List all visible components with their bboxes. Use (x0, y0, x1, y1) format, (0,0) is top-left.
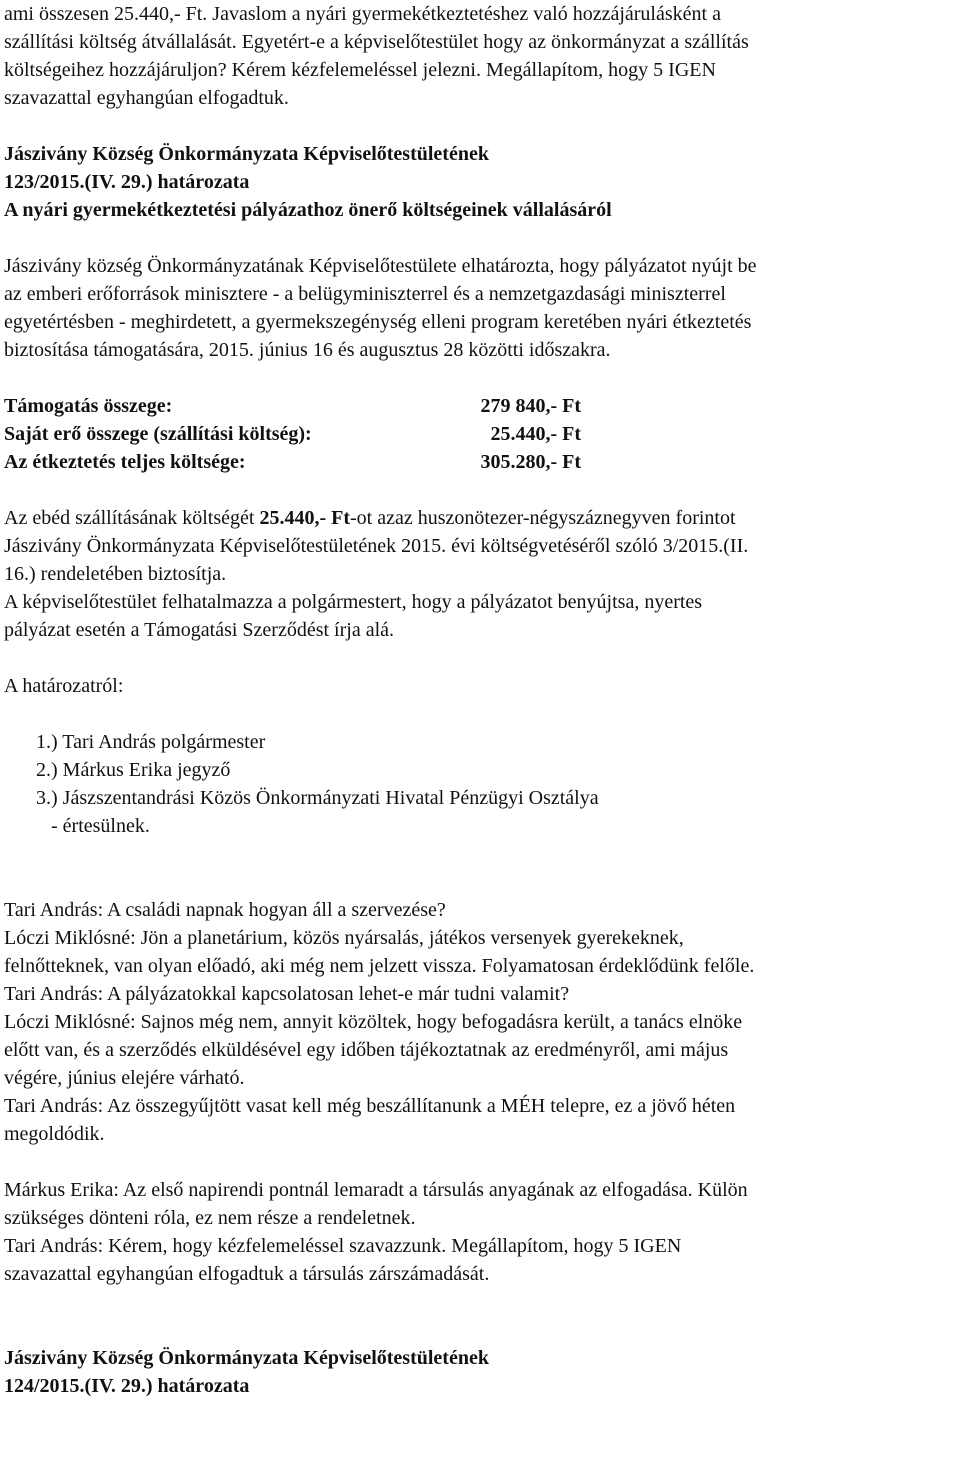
list-item: 1.) Tari András polgármester (36, 731, 266, 753)
dialogue-line: megoldódik. (4, 1123, 105, 1145)
text-line (4, 504, 955, 532)
resolution-title: A nyári gyermekétkeztetési pályázathoz önerő költségeinek vállalásáról (4, 199, 612, 221)
dialogue-line: felnőtteknek, van olyan előadó, aki még nem jelzett vissza. Folyamatosan érdeklődünk felőle. (4, 955, 755, 977)
notify-list (4, 728, 955, 840)
resolution-number: 123/2015.(IV. 29.) határozata (4, 171, 250, 193)
amount-label: Támogatás összege: (4, 395, 173, 417)
text-line: Jászivány Önkormányzata Képviselőtestületének 2015. évi költségvetéséről szóló 3/2015.(II. (4, 535, 749, 557)
text-line: költségeihez hozzájáruljon? Kérem kézfelemeléssel jelezni. Megállapítom, hogy 5 IGEN (4, 59, 716, 81)
text-line: A képviselőtestület felhatalmazza a polgármestert, hogy a pályázatot benyújtsa, nyertes (4, 591, 703, 613)
dialogue-line: Lóczi Miklósné: Sajnos még nem, annyit közöltek, hogy befogadásra került, a tanács elnöke (4, 1011, 743, 1033)
amount-label: Saját erő összege (szállítási költség): (4, 423, 312, 445)
dialogue-line: Márkus Erika: Az első napirendi pontnál lemaradt a társulás anyagának az elfogadása. Külön (4, 1179, 748, 1201)
text-line: egyetértésben - meghirdetett, a gyermekszegénység elleni program keretében nyári étkeztetés (4, 311, 752, 333)
text-line: Jászivány község Önkormányzatának Képviselőtestülete elhatározta, hogy pályázatot nyújt be (4, 255, 757, 277)
text-line: szavazattal egyhangúan elfogadtuk. (4, 87, 289, 109)
resolution-number: 124/2015.(IV. 29.) határozata (4, 1375, 250, 1397)
amounts-table (4, 392, 955, 476)
dialogue-line: Tari András: A családi napnak hogyan áll a szervezése? (4, 899, 446, 921)
authorization-paragraph (4, 588, 955, 644)
text-line: 16.) rendeletében biztosítja. (4, 563, 227, 585)
dialogue-block (4, 1176, 955, 1288)
amount-value: 25.440,- Ft (490, 423, 581, 445)
dialogue-line: előtt van, és a szerződés elküldésével egy időben tájékoztatnak az eredményről, ami május (4, 1039, 729, 1061)
resolution-body-name: Jászivány Község Önkormányzata Képviselőtestületének (4, 1347, 489, 1369)
text-line: szállítási költség átvállalását. Egyetért-e a képviselőtestület hogy az önkormányzat a szállítás (4, 31, 749, 53)
text-line: az emberi erőforrások minisztere - a belügyminiszterrel és a nemzetgazdasági miniszterrel (4, 283, 726, 305)
delivery-rest: -ot azaz huszonötezer-négyszáznegyven forintot (350, 507, 736, 529)
dialogue-line: Tari András: A pályázatokkal kapcsolatosan lehet-e már tudni valamit? (4, 983, 570, 1005)
delivery-prefix: Az ebéd szállításának költségét (4, 507, 260, 529)
text-line: pályázat esetén a Támogatási Szerződést írja alá. (4, 619, 394, 641)
amount-label: Az étkeztetés teljes költsége: (4, 451, 246, 473)
dialogue-block (4, 896, 955, 1148)
delivery-paragraph (4, 504, 955, 588)
dialogue-line: Tari András: Az összegyűjtött vasat kell még beszállítanunk a MÉH telepre, ez a jövő héten (4, 1095, 736, 1117)
dialogue-line: szavazattal egyhangúan elfogadtuk a társulás zárszámadását. (4, 1263, 490, 1285)
resolution-body-name: Jászivány Község Önkormányzata Képviselőtestületének (4, 143, 489, 165)
list-item: 2.) Márkus Erika jegyző (36, 759, 231, 781)
dialogue-line: szükséges dönteni róla, ez nem része a rendeletnek. (4, 1207, 416, 1229)
delivery-amount: 25.440,- Ft (259, 507, 351, 529)
notify-heading: A határozatról: (4, 675, 124, 697)
list-item: 3.) Jászszentandrási Közös Önkormányzati Hivatal Pénzügyi Osztálya (36, 787, 599, 809)
amount-value: 305.280,- Ft (480, 451, 581, 473)
intro-paragraph (4, 0, 955, 112)
notify-tail: - értesülnek. (51, 815, 150, 837)
dialogue-line: végére, június elejére várható. (4, 1067, 245, 1089)
resolution-124-heading (4, 1344, 955, 1400)
dialogue-line: Lóczi Miklósné: Jön a planetárium, közös nyársalás, játékos versenyek gyerekeknek, (4, 927, 684, 949)
amount-value: 279 840,- Ft (480, 395, 581, 417)
text-line: ami összesen 25.440,- Ft. Javaslom a nyári gyermekétkeztetéshez való hozzájárulásként a (4, 3, 721, 25)
text-line: biztosítása támogatására, 2015. június 16 és augusztus 28 közötti időszakra. (4, 339, 611, 361)
resolution-body-paragraph (4, 252, 955, 364)
dialogue-line: Tari András: Kérem, hogy kézfelemeléssel szavazzunk. Megállapítom, hogy 5 IGEN (4, 1235, 682, 1257)
resolution-123-heading (4, 140, 955, 224)
